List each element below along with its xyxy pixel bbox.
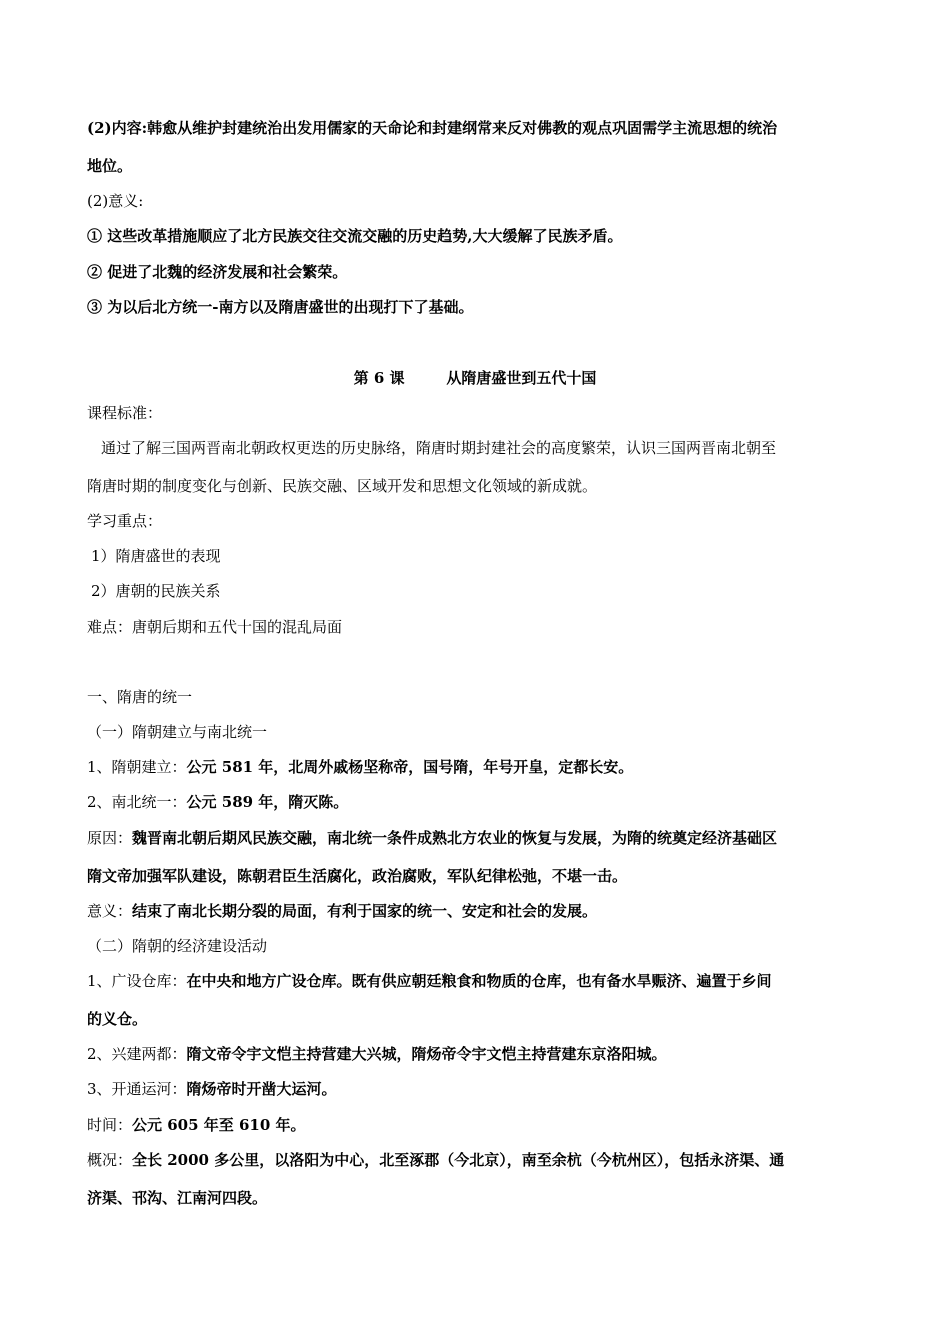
item-reason-continued: 隋文帝加强军队建设，陈朝君臣生活腐化，政治腐败，军队纪律松弛，不堪一击。 [87, 867, 628, 885]
difficulty: 难点：唐朝后期和五代十国的混乱局面 [87, 618, 343, 636]
item-label: 1、广设仓库： [87, 972, 187, 990]
item-canal-time [87, 1115, 877, 1135]
item-text: 在中央和地方广设仓库。既有供应朝廷粮食和物质的仓库，也有备水旱赈济、遍置于乡间 [186, 972, 772, 990]
item-label: 概况： [87, 1151, 133, 1169]
item-text: 公元 605 年至 610 年。 [132, 1116, 306, 1134]
item-grand-canal [87, 1079, 877, 1099]
item-two-capitals [87, 1044, 877, 1064]
key-point-2: 2）唐朝的民族关系 [91, 582, 221, 600]
section-heading: 一、隋唐的统一 [87, 688, 193, 706]
prev-meaning-point-1: ① 这些改革措施顺应了北方民族交往交流交融的历史趋势,大大缓解了民族矛盾。 [87, 227, 623, 245]
prev-meaning-point-3: ③ 为以后北方统一-南方以及隋唐盛世的出现打下了基础。 [87, 298, 474, 316]
item-label: 原因： [87, 829, 133, 847]
lesson-title: 第 6 课 从隋唐盛世到五代十国 [353, 369, 597, 387]
standard-text-2: 隋唐时期的制度变化与创新、民族交融、区域开发和思想文化领域的新成就。 [87, 477, 598, 495]
standard-text-1: 通过了解三国两晋南北朝政权更迭的历史脉络，隋唐时期封建社会的高度繁荣，认识三国两晋南北朝至 [101, 439, 777, 457]
item-text: 魏晋南北朝后期风民族交融，南北统一条件成熟北方农业的恢复与发展，为隋的统奠定经济基础区 [132, 829, 778, 847]
item-text: 公元 589 年，隋灭陈。 [186, 793, 349, 811]
key-points-label: 学习重点： [87, 512, 163, 530]
item-label: 2、兴建两都： [87, 1045, 187, 1063]
item-text: 结束了南北长期分裂的局面，有利于国家的统一、安定和社会的发展。 [132, 902, 598, 920]
item-text: 隋炀帝时开凿大运河。 [186, 1080, 337, 1098]
prev-meaning-label: (2)意义: [87, 192, 144, 210]
item-canal-overview-continued: 济渠、邗沟、江南河四段。 [87, 1189, 268, 1207]
prev-meaning-point-2: ② 促进了北魏的经济发展和社会繁荣。 [87, 263, 348, 281]
item-label: 2、南北统一： [87, 793, 187, 811]
item-label: 意义： [87, 902, 133, 920]
item-canal-overview [87, 1150, 877, 1170]
item-label: 3、开通运河： [87, 1080, 187, 1098]
item-text: 隋文帝令宇文恺主持营建大兴城，隋炀帝令宇文恺主持营建东京洛阳城。 [186, 1045, 667, 1063]
prev-content-line-1: (2)内容:韩愈从维护封建统治出发用儒家的天命论和封建纲常来反对佛教的观点巩固需学主流思想的统治 [87, 119, 778, 137]
item-label: 时间： [87, 1116, 133, 1134]
item-meaning [87, 901, 877, 921]
item-reason [87, 828, 877, 848]
item-text: 全长 2000 多公里，以洛阳为中心，北至涿郡（今北京），南至余杭（今杭州区），包括永济渠、通 [132, 1151, 785, 1169]
key-point-1: 1）隋唐盛世的表现 [91, 547, 221, 565]
item-sui-founding [87, 757, 877, 777]
item-granaries [87, 971, 877, 991]
standard-label: 课程标准： [87, 404, 163, 422]
item-text: 公元 581 年，北周外戚杨坚称帝，国号隋，年号开皇，定都长安。 [186, 758, 634, 776]
item-unification [87, 792, 877, 812]
item-granaries-continued: 的义仓。 [87, 1010, 148, 1028]
prev-content-line-2: 地位。 [87, 157, 133, 175]
subsection-1-heading: （一）隋朝建立与南北统一 [87, 723, 268, 741]
item-label: 1、隋朝建立： [87, 758, 187, 776]
subsection-2-heading: （二）隋朝的经济建设活动 [87, 937, 268, 955]
